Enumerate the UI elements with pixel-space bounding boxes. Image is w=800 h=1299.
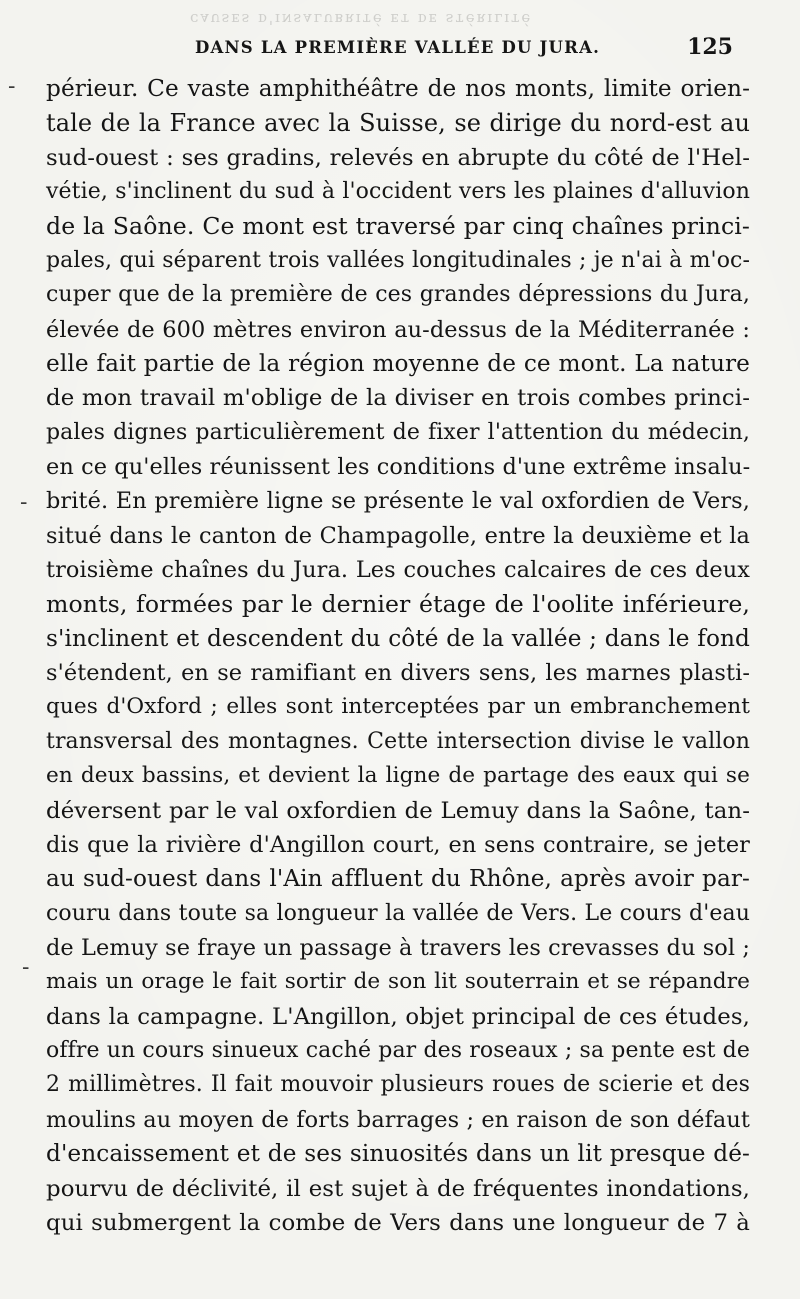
text-line: offre un cours sinueux caché par des roseaux ; sa pente est de [46, 1038, 750, 1064]
text-line: de Lemuy se fraye un passage à travers les crevasses du sol ; [46, 934, 750, 961]
margin-dash-mark: - [22, 955, 30, 980]
text-line: périeur. Ce vaste amphithéâtre de nos monts, limite orien- [46, 75, 750, 102]
page-number: 125 [687, 34, 733, 60]
text-line: pourvu de déclivité, il est sujet à de fréquentes inondations, [46, 1175, 750, 1202]
text-line: d'encaissement et de ses sinuosités dans un lit presque dé- [46, 1140, 750, 1168]
text-line: au sud-ouest dans l'Ain affluent du Rhône, après avoir par- [46, 865, 750, 893]
margin-dash-mark: - [20, 490, 28, 515]
text-line: tale de la France avec la Suisse, se dirige du nord-est au [46, 109, 750, 138]
text-line: sud-ouest : ses gradins, relevés en abrupte du côté de l'Hel- [46, 144, 750, 171]
text-line: en ce qu'elles réunissent les conditions d'une extrême insalu- [46, 453, 751, 480]
text-line: dis que la rivière d'Angillon court, en sens contraire, se jeter [46, 831, 750, 858]
text-line: s'étendent, en se ramifiant en divers sens, les marnes plasti- [46, 660, 750, 687]
text-line: ques d'Oxford ; elles sont interceptées par un embranchement [46, 694, 750, 720]
margin-dash-mark: - [8, 74, 16, 99]
text-line: moulins au moyen de forts barrages ; en raison de son défaut [46, 1106, 750, 1133]
text-line: situé dans le canton de Champagolle, entre la deuxième et la [46, 522, 750, 549]
text-line: elle fait partie de la région moyenne de ce mont. La nature [46, 349, 750, 377]
running-header [185, 32, 735, 66]
text-line: vétie, s'inclinent du sud à l'occident vers les plaines d'alluvion [46, 179, 750, 205]
show-through-text: ᴄᴀᴜsᴇs ᴅ'ɪɴsᴀʟᴜʙʀɪᴛé ᴇᴛ ᴅᴇ sᴛéʀɪʟɪᴛé [190, 10, 533, 28]
text-line: de mon travail m'oblige de la diviser en trois combes princi- [46, 385, 750, 412]
text-line: de la Saône. Ce mont est traversé par cinq chaînes princi- [46, 212, 750, 241]
text-line: couru dans toute sa longueur la vallée de Vers. Le cours d'eau [46, 900, 750, 926]
text-line: troisième chaînes du Jura. Les couches calcaires de ces deux [46, 557, 750, 584]
text-line: en deux bassins, et devient la ligne de partage des eaux qui se [46, 763, 750, 789]
running-title: DANS LA PREMIÈRE VALLÉE DU JURA. [195, 38, 601, 57]
text-line: cuper que de la première de ces grandes dépressions du Jura, [46, 282, 750, 308]
text-line: dans la campagne. L'Angillon, objet principal de ces études, [46, 1003, 750, 1030]
text-line: qui submergent la combe de Vers dans une longueur de 7 à [46, 1209, 750, 1236]
text-line: mais un orage le fait sortir de son lit souterrain et se répandre [46, 969, 750, 995]
body-text [46, 72, 750, 1240]
text-line: pales, qui séparent trois vallées longitudinales ; je n'ai à m'oc- [46, 247, 750, 273]
text-line: pales dignes particulièrement de fixer l'attention du médecin, [46, 419, 750, 445]
text-line: élevée de 600 mètres environ au-dessus de la Méditerranée : [46, 316, 750, 343]
text-line: 2 millimètres. Il fait mouvoir plusieurs roues de scierie et des [46, 1072, 750, 1098]
text-line: transversal des montagnes. Cette intersection divise le vallon [46, 728, 750, 754]
text-line: déversent par le val oxfordien de Lemuy dans la Saône, tan- [46, 797, 750, 824]
text-line: s'inclinent et descendent du côté de la vallée ; dans le fond [46, 624, 750, 652]
text-line: brité. En première ligne se présente le val oxfordien de Vers, [46, 488, 750, 515]
text-line: monts, formées par le dernier étage de l'oolite inférieure, [46, 590, 750, 619]
